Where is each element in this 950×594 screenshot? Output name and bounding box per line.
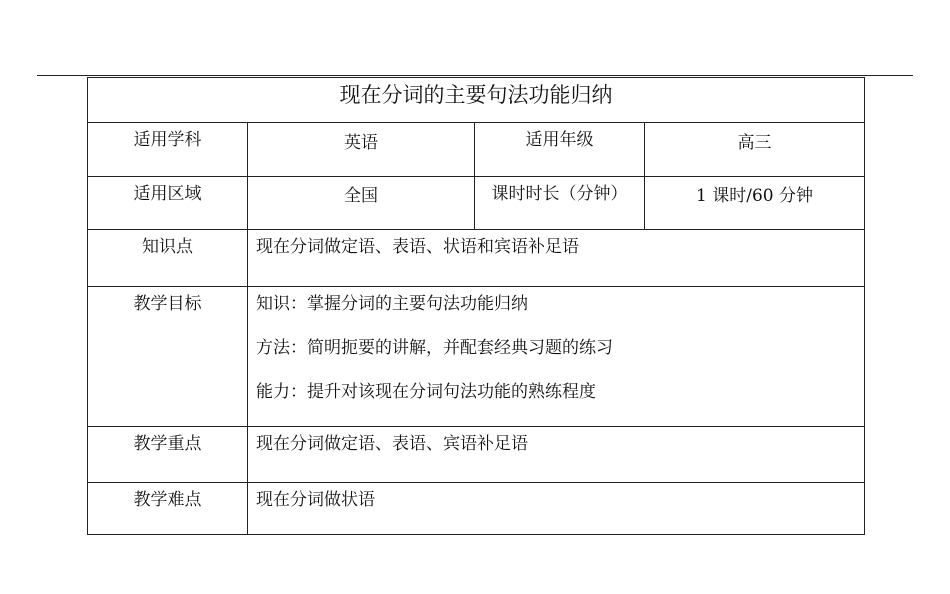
subject-label: 适用学科 <box>88 123 248 177</box>
knowledge-label: 知识点 <box>88 230 248 287</box>
table-title: 现在分词的主要句法功能归纳 <box>339 83 613 108</box>
key-points-label: 教学重点 <box>88 427 248 483</box>
difficult-points-value: 现在分词做状语 <box>248 483 865 535</box>
region-value: 全国 <box>248 177 475 230</box>
grade-value: 高三 <box>645 123 865 177</box>
header-rule <box>37 75 913 76</box>
table-title-cell <box>88 78 865 123</box>
goals-label: 教学目标 <box>88 287 248 427</box>
lesson-plan-table <box>87 77 865 535</box>
duration-label: 课时时长（分钟） <box>475 177 645 230</box>
goals-list <box>248 287 865 427</box>
duration-value: 1 课时/60 分钟 <box>645 177 865 230</box>
key-points-value: 现在分词做定语、表语、宾语补足语 <box>248 427 865 483</box>
difficult-points-label: 教学难点 <box>88 483 248 535</box>
goal-ability: 能力：提升对该现在分词句法功能的熟练程度 <box>256 382 596 402</box>
subject-value: 英语 <box>248 123 475 177</box>
knowledge-value: 现在分词做定语、表语、状语和宾语补足语 <box>248 230 865 287</box>
grade-label: 适用年级 <box>475 123 645 177</box>
goal-method: 方法：简明扼要的讲解，并配套经典习题的练习 <box>256 338 613 358</box>
goal-knowledge: 知识：掌握分词的主要句法功能归纳 <box>256 294 528 314</box>
region-label: 适用区域 <box>88 177 248 230</box>
